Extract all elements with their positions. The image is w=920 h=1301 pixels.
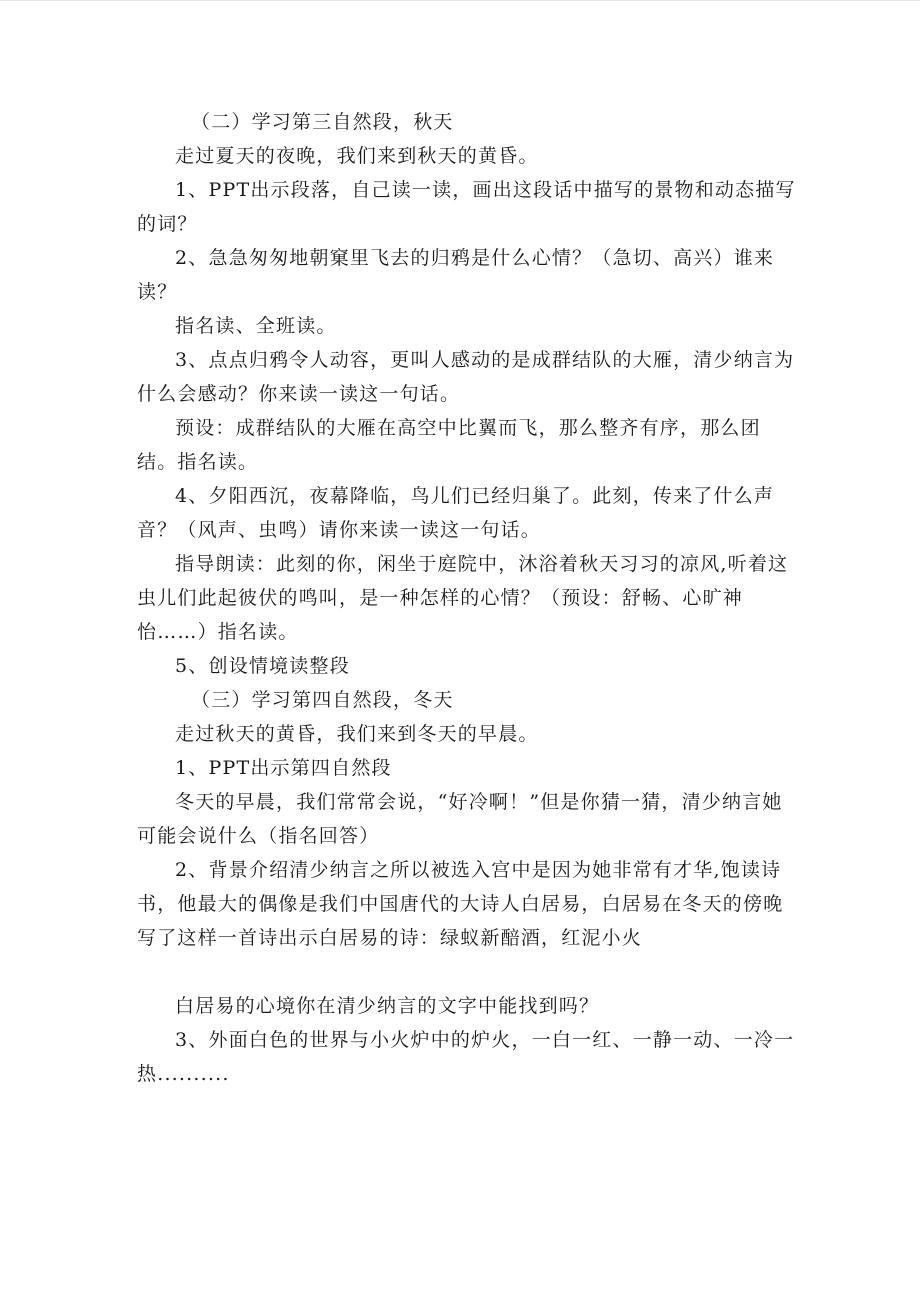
paragraph: 1、PPT出示第四自然段 [175,757,392,779]
paragraph: 预设：成群结队的大雁在高空中比翼而飞，那么整齐有序，那么团结。指名读。 [137,417,761,473]
paragraph: 冬天的早晨，我们常常会说，“好冷啊！”但是你猜一猜，清少纳言她可能会说什么（指名回答） [137,791,783,847]
paragraph: 指名读、全班读。 [175,315,337,337]
paragraph: 指导朗读：此刻的你，闲坐于庭院中，沐浴着秋天习习的凉风,听着这虫儿们此起彼伏的鸣叫，是一种怎样的心情？（预设：舒畅、心旷神怡……）指名读。 [137,553,789,643]
paragraph: 走过秋天的黄昏，我们来到冬天的早晨。 [175,723,539,745]
paragraph: 2、背景介绍清少纳言之所以被选入宫中是因为她非常有才华,饱读诗书，他最大的偶像是我们中国唐代的大诗人白居易，白居易在冬天的傍晚写了这样一首诗出示白居易的诗：绿蚁新醅酒，红泥小火 [137,859,784,949]
paragraph: 4、夕阳西沉，夜幕降临，鸟儿们已经归巢了。此刻，传来了什么声音？（风声、虫鸣）请你来读一读这一句话。 [137,485,775,541]
paragraph: 1、PPT出示段落，自己读一读，画出这段话中描写的景物和动态描写的词？ [137,179,796,235]
section-heading-winter: （三）学习第四自然段，冬天 [191,689,454,711]
paragraph: 3、外面白色的世界与小火炉中的炉火，一白一红、一静一动、一冷一热.......... [137,1029,795,1085]
paragraph: 2、急急匆匆地朝窠里飞去的归鸦是什么心情？（急切、高兴）谁来读？ [137,247,775,303]
paragraph: 5、创设情境读整段 [175,655,350,677]
paragraph: 3、点点归鸦令人动容，更叫人感动的是成群结队的大雁，清少纳言为什么会感动？你来读一读这一句话。 [137,349,795,405]
document-body [137,105,797,1091]
section-heading-autumn: （二）学习第三自然段，秋天 [191,111,454,133]
blank-line [137,955,797,989]
paragraph: 白居易的心境你在清少纳言的文字中能找到吗？ [175,995,600,1017]
paragraph: 走过夏天的夜晚，我们来到秋天的黄昏。 [175,145,539,167]
